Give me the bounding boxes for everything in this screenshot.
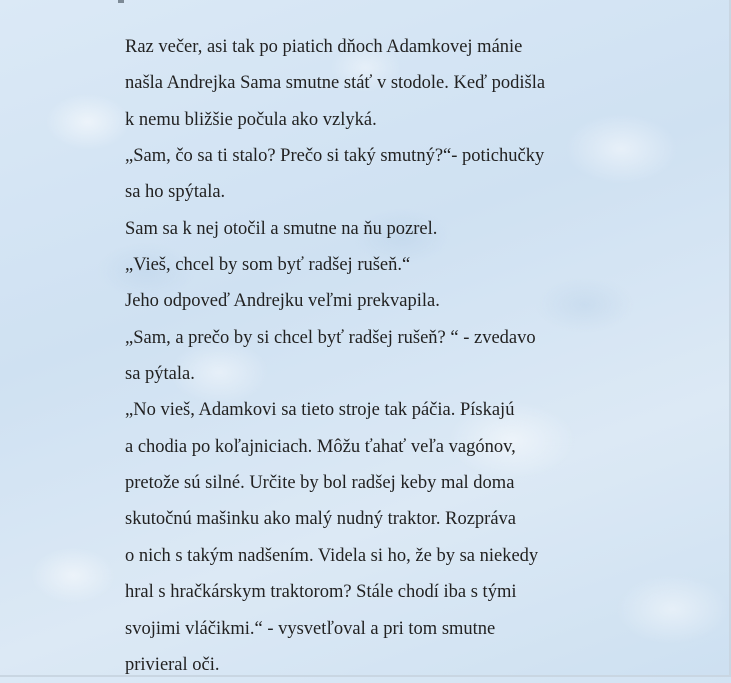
top-edge-mark xyxy=(118,0,124,3)
text-line: svojimi vláčikmi.“ - vysvetľoval a pri tom smutne xyxy=(125,618,496,639)
text-line: Sam sa k nej otočil a smutne na ňu pozrel. xyxy=(125,218,438,239)
text-line: Raz večer, asi tak po piatich dňoch Adamkovej mánie xyxy=(125,37,523,57)
text-line: „Sam, a prečo by si chcel byť radšej rušeň? “ - zvedavo xyxy=(125,327,536,348)
text-line: o nich s takým nadšením. Videla si ho, že by sa niekedy xyxy=(125,545,539,566)
text-line: sa ho spýtala. xyxy=(125,182,226,203)
text-line: našla Andrejka Sama smutne stáť v stodole. Keď podišla xyxy=(125,73,546,94)
text-line: „Sam, čo sa ti stalo? Prečo si taký smutný?“- potichučky xyxy=(125,146,545,167)
text-line: skutočnú mašinku ako malý nudný traktor. Rozpráva xyxy=(125,509,516,530)
text-line: Jeho odpoveď Andrejku veľmi prekvapila. xyxy=(125,291,440,312)
text-line: „No vieš, Adamkovi sa tieto stroje tak páčia. Pískajú xyxy=(125,400,515,421)
text-line: hral s hračkárskym traktorom? Stále chodí iba s tými xyxy=(125,582,517,603)
story-text xyxy=(125,29,625,683)
text-line: k nemu bližšie počula ako vzlyká. xyxy=(125,109,377,130)
text-line: privieral oči. xyxy=(125,654,220,675)
text-line: a chodia po koľajniciach. Môžu ťahať veľa vagónov, xyxy=(125,436,516,457)
text-line: „Vieš, chcel by som byť radšej rušeň.“ xyxy=(125,255,411,276)
text-line: pretože sú silné. Určite by bol radšej keby mal doma xyxy=(125,473,515,494)
text-line: sa pýtala. xyxy=(125,364,195,385)
